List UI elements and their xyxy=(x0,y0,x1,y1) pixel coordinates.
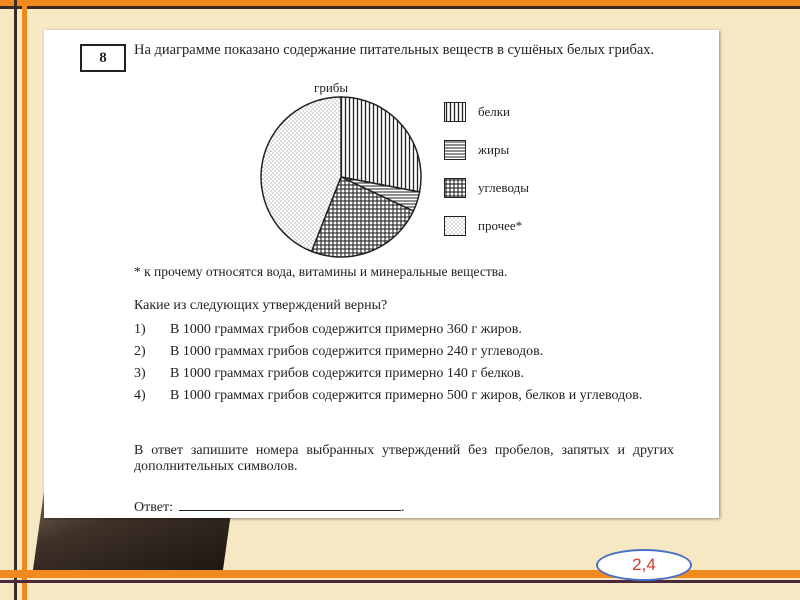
option-text: В 1000 граммах грибов содержится примерно 140 г белков. xyxy=(170,366,524,381)
option-number: 3) xyxy=(134,366,146,381)
legend-label: белки xyxy=(478,104,510,119)
legend-item xyxy=(444,102,510,122)
question-text: На диаграмме показано содержание питательных веществ в сушёных белых грибах. xyxy=(134,42,655,58)
option-3 xyxy=(134,366,694,382)
answer-row: Ответ: . xyxy=(134,500,405,515)
chart-footnote: * к прочему относятся вода, витамины и минеральные вещества. xyxy=(134,264,508,279)
task-number: 8 xyxy=(80,44,126,72)
option-2 xyxy=(134,344,694,360)
legend-swatch xyxy=(444,102,466,122)
left-orange-stripe xyxy=(22,0,27,600)
task-sheet xyxy=(44,30,719,518)
answer-instruction: В ответ запишите номера выбранных утверждений без пробелов, запятых и других дополнительных символов. xyxy=(134,443,674,474)
option-text: В 1000 граммах грибов содержится примерно 360 г жиров. xyxy=(170,322,522,337)
option-number: 2) xyxy=(134,344,146,359)
legend-swatch xyxy=(444,178,466,198)
legend-swatch xyxy=(444,216,466,236)
answer-badge: 2,4 xyxy=(596,549,692,581)
option-1 xyxy=(134,322,694,338)
pie-slice-1 xyxy=(341,97,421,192)
pie-chart xyxy=(256,92,426,262)
legend-item xyxy=(444,178,529,198)
legend-label: углеводы xyxy=(478,180,529,195)
answer-label: Ответ: xyxy=(134,500,173,515)
legend-item xyxy=(444,216,522,236)
answer-options xyxy=(134,322,694,410)
legend-label: жиры xyxy=(478,142,510,157)
top-dark-stripe xyxy=(0,6,800,9)
option-number: 4) xyxy=(134,388,146,403)
option-number: 1) xyxy=(134,322,146,337)
answer-blank[interactable] xyxy=(179,498,401,511)
legend-swatch xyxy=(444,140,466,160)
chart-title: грибы xyxy=(314,80,349,95)
option-text: В 1000 граммах грибов содержится примерно 500 г жиров, белков и углеводов. xyxy=(170,388,643,403)
option-text: В 1000 граммах грибов содержится примерно 240 г углеводов. xyxy=(170,344,544,359)
option-4 xyxy=(134,388,694,404)
bottom-dark-stripe xyxy=(0,580,800,583)
left-dark-stripe xyxy=(14,0,17,600)
question-prompt: Какие из следующих утверждений верны? xyxy=(134,298,388,313)
legend-item xyxy=(444,140,509,160)
legend-label: прочее* xyxy=(478,218,523,233)
